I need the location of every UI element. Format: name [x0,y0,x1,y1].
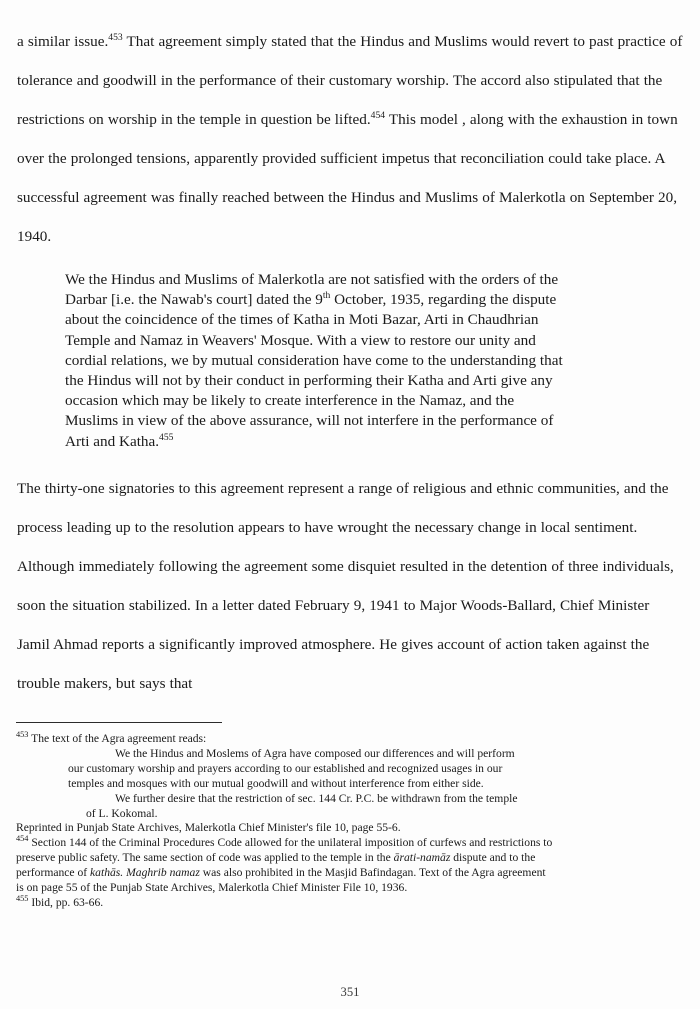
footnote-454-marker: 454 [16,834,29,844]
paragraph-1-segment-3: This model , along with the exhaustion in town over the prolonged tensions, apparently provided sufficient impetus that reconciliation could take place. A successful agreement was finally reached between the Hindus and Muslims of Malerkotla on September 20, 1940. [17,111,678,245]
footnote-454-line-1 [16,836,688,851]
footnote-454-line-2-post: dispute and to the [450,851,536,865]
paragraph-main-1 [17,22,685,256]
transliterated-term-arati-namaz: ārati-namāz [393,851,451,865]
footnote-quote-line: We the Hindus and Moslems of Agra have composed our differences and will perform [115,746,515,760]
paragraph-1-segment-1: a similar issue. [17,33,109,50]
page-number: 351 [340,985,360,999]
footnote-area [16,722,688,911]
quote-line: the Hindus will not by their conduct in performing their Katha and Arti give any [65,372,553,390]
quote-line: about the coincidence of the times of Katha in Moti Bazar, Arti in Chaudhrian [65,311,539,329]
quote-line-text-cont: October, 1935, regarding the dispute [330,291,557,309]
paragraph-1-segment-2: That agreement simply stated that the Hindus and Muslims would revert to past practice of tolerance and goodwill in the performance of their customary worship. The accord also stipulated that the restrictions on worship in the temple in question be lifted. [17,33,683,128]
footnote-quote-line: of L. Kokomal. [86,806,158,820]
footnote-454-line-4: is on page 55 of the Punjab State Archives, Malerkotla Chief Minister File 10, 1936. [16,881,408,895]
footnote-454-line-3-post: was also prohibited in the Masjid Bafindagan. Text of the Agra agreement [199,866,546,880]
footnote-453 [16,732,688,836]
footnote-455-text: Ibid, pp. 63-66. [28,895,104,909]
footnote-453-marker: 453 [16,730,29,740]
transliterated-term-kathas: kathās. [90,866,124,880]
quote-line-text: Darbar [i.e. the Nawab's court] dated the 9 [65,291,323,309]
footnote-454 [16,836,688,896]
body-text-area [17,22,685,703]
quote-line: cordial relations, we by mutual consideration have come to the understanding that [65,351,563,369]
footnote-454-line-3 [16,866,688,881]
footnote-455-line [16,896,688,911]
footnote-454-line-3-pre: performance of [16,866,91,880]
ordinal-suffix: th [322,290,331,302]
footnote-453-intro-line [16,732,688,747]
footnote-453-reprint-line: Reprinted in Punjab State Archives, Malerkotla Chief Minister's file 10, page 55-6. [16,821,401,835]
paragraph-main-2: The thirty-one signatories to this agreement represent a range of religious and ethnic communities, and the process leading up to the resolution appears to have wrought the necessary change in local sentiment. Although immediately following the agreement some disquiet resulted in the detention of three individuals, soon the situation stabilized. In a letter dated February 9, 1941 to Major Woods-Ballard, Chief Minister Jamil Ahmad reports a significantly improved atmosphere. He gives account of action taken against the trouble makers, but says that [17,479,674,692]
footnote-455-marker: 455 [16,894,29,904]
footnote-reference-453[interactable]: 453 [108,31,123,43]
quote-line: occasion which may be likely to create interference in the Namaz, and the [65,392,515,410]
quote-line [65,290,640,310]
quote-line: Temple and Namaz in Weavers' Mosque. With a view to restore our unity and [65,331,536,349]
footnote-455 [16,896,688,911]
block-quotation-agreement [65,270,640,452]
footnote-quote-line: temples and mosques with our mutual goodwill and without interference from either side. [68,776,484,790]
footnote-quote-line: our customary worship and prayers according to our established and recognized usages in our [68,761,503,775]
footnote-separator-rule [16,722,222,723]
footnote-quote-line: We further desire that the restriction of sec. 144 Cr. P.C. be withdrawn from the temple [115,791,518,805]
footnote-reference-454[interactable]: 454 [370,109,386,121]
footnote-454-line-1-text: Section 144 of the Criminal Procedures Code allowed for the unilateral imposition of curfews and restrictions to [28,836,553,850]
footnote-454-line-2 [16,851,688,866]
footnote-reference-455[interactable]: 455 [159,431,174,443]
quote-line: Muslims in view of the above assurance, will not interfere in the performance of [65,412,554,430]
footnote-454-line-2-pre: preserve public safety. The same section of code was applied to the temple in the [16,851,394,865]
quote-line-text: Arti and Katha. [65,432,160,450]
quote-line [65,432,640,452]
footnote-453-intro-text: The text of the Agra agreement reads: [28,732,207,745]
quote-line: We the Hindus and Muslims of Malerkotla are not satisfied with the orders of the [65,271,559,288]
footnote-453-quotation [68,747,668,822]
transliterated-term-maghrib-namaz: Maghrib namaz [126,866,200,880]
